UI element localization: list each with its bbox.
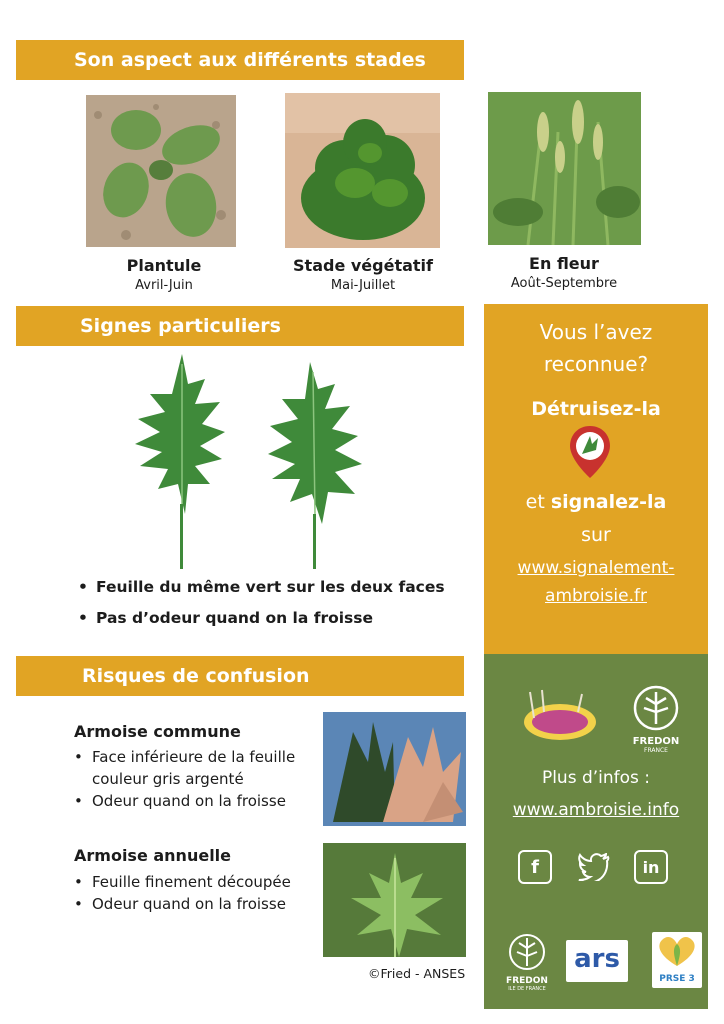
signs-list (74, 578, 445, 640)
leaf-illustration (110, 354, 400, 574)
photo-armoise-commune (323, 712, 466, 826)
list-item: • Odeur quand on la froisse (70, 893, 320, 915)
report-prefix: et (525, 491, 551, 513)
stages-title: Son aspect aux différents stades (74, 49, 426, 71)
confusion-banner (16, 656, 464, 696)
fredon-france-logo (626, 684, 686, 756)
fredon-sub: FRANCE (644, 747, 668, 754)
ars-logo (566, 940, 628, 982)
more-info-label: Plus d’infos : (541, 768, 651, 788)
list-item: • Feuille finement découpée (70, 871, 320, 893)
report-text (484, 491, 708, 513)
photo-vegetatif (285, 93, 440, 248)
fredon-idf-logo (502, 932, 552, 992)
stage-name: Stade végétatif (293, 256, 433, 275)
list-item: • Pas d’odeur quand on la froisse (74, 609, 445, 627)
report-link-line-2[interactable]: ambroisie.fr (545, 586, 647, 606)
report-link-line-1[interactable]: www.signalement- (517, 558, 675, 578)
confusion-title: Risques de confusion (82, 665, 310, 687)
question-line-1: Vous l’avez (539, 320, 653, 344)
confusion-name: Armoise commune (74, 722, 241, 741)
on-text: sur (581, 524, 611, 546)
confusion-list (70, 746, 320, 812)
stage-name: En fleur (529, 254, 599, 273)
linkedin-icon[interactable]: in (634, 850, 668, 884)
stage-name: Plantule (126, 256, 202, 275)
report-bold: signalez-la (550, 491, 667, 513)
info-panel (484, 654, 708, 1009)
action-panel (484, 304, 708, 654)
photo-armoise-annuelle (323, 843, 466, 957)
stage-plantule (74, 256, 254, 293)
stage-period: Août-Septembre (510, 276, 618, 291)
destroy-text: Détruisez-la (531, 398, 661, 420)
stage-fleur (474, 254, 654, 291)
facebook-icon[interactable]: f (518, 850, 552, 884)
more-info-link[interactable]: www.ambroisie.info (512, 800, 680, 820)
observatoire-logo (520, 688, 600, 748)
question-line-2: reconnue? (543, 352, 649, 376)
fredon-label: FREDON (632, 736, 680, 747)
fredon-idf-label: FREDON (506, 976, 548, 986)
photo-credit: ©Fried - ANSES (368, 966, 466, 981)
list-item: • Feuille du même vert sur les deux faces (74, 578, 445, 596)
signs-banner (16, 306, 464, 346)
stage-period: Avril-Juin (135, 278, 193, 293)
confusion-name: Armoise annuelle (74, 846, 232, 865)
signs-title: Signes particuliers (80, 315, 281, 337)
list-item: • Odeur quand on la froisse (70, 790, 320, 812)
fredon-idf-sub: ILE DE FRANCE (508, 986, 546, 992)
photo-plantule (86, 95, 236, 247)
photo-fleur (488, 92, 641, 245)
stages-banner (16, 40, 464, 80)
prse-logo (652, 932, 702, 988)
location-pin-icon (568, 424, 612, 480)
ars-label: ars (574, 944, 620, 974)
confusion-list (70, 871, 320, 915)
list-item: • Face inférieure de la feuille couleur gris argenté (70, 746, 320, 790)
stage-period: Mai-Juillet (330, 278, 396, 293)
prse-label: PRSE 3 (659, 974, 695, 984)
twitter-icon[interactable] (577, 850, 611, 884)
stage-vegetatif (273, 256, 453, 293)
